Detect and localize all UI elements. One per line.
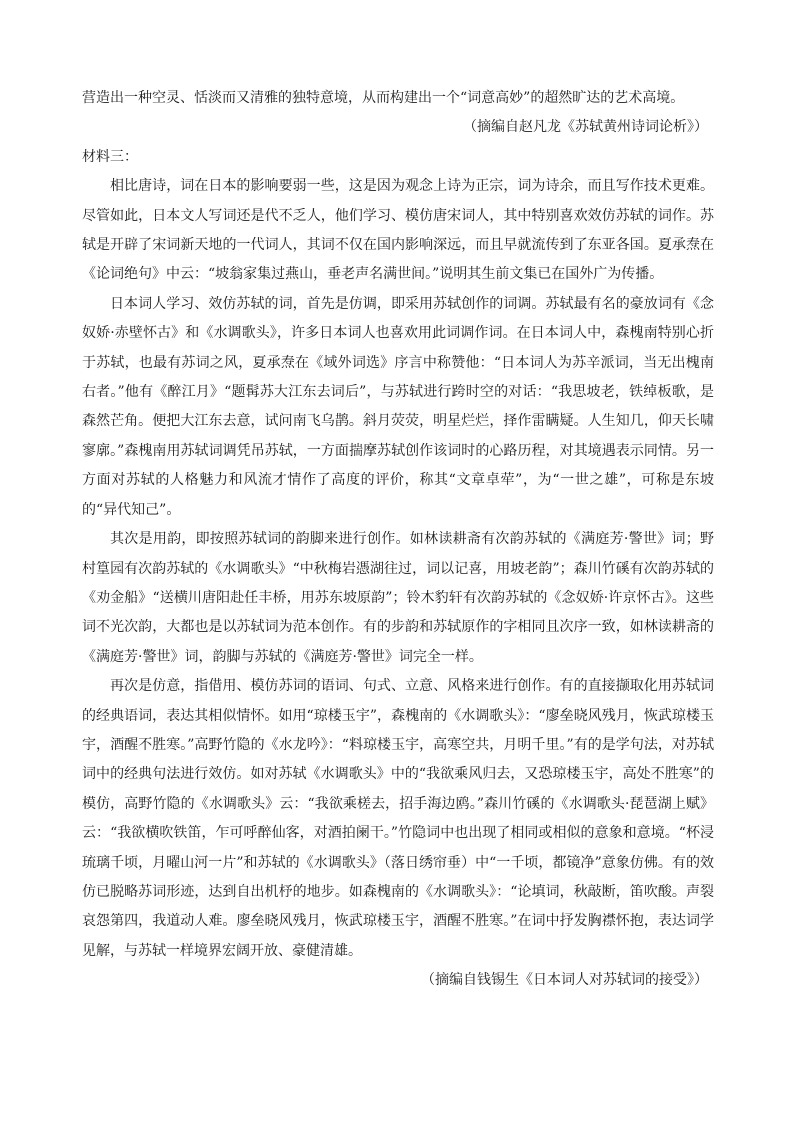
material-2-source-citation: （摘编自赵凡龙《苏轼黄州诗词论析》） (463, 119, 708, 136)
document-page (82, 84, 714, 996)
material-3-paragraph-3: 其次是用韵，即按照苏轼词的韵脚来进行创作。如林读耕斋有次韵苏轼的《满庭芳·警世》词；野村篁园有次韵苏轼的《水调歌头》“中秋梅岩憑湖往过，词以记喜，用坡老韵”；森川竹磎有次韵苏轼的《劝金船》“送横川唐阳赴任丰桥，用苏东坡原韵”；铃木豹轩有次韵苏轼的《念奴娇·许京怀古》。这些词不光次韵，大都也是以苏轼词为范本创作。有的步韵和苏轼原作的字相同且次序一致，如林读耕斋的《满庭芳·警世》词，韵脚与苏轼的《满庭芳·警世》词完全一样。 (82, 531, 714, 665)
material-2-closing-text: 营造出一种空灵、恬淡而又清雅的独特意境，从而构建出一个“词意高妙”的超然旷达的艺术高境。 (82, 90, 685, 106)
material-3-paragraph-2: 日本词人学习、效仿苏轼的词，首先是仿调，即采用苏轼创作的词调。苏轼最有名的豪放词有《念奴娇·赤壁怀古》和《水调歌头》，许多日本词人也喜欢用此词调作词。在日本词人中，森槐南特别心折于苏轼，也最有苏词之风，夏承焘在《域外词选》序言中称赞他：“日本词人为苏辛派词，当无出槐南右者。”他有《醉江月》“题髯苏大江东去词后”，与苏轼进行跨时空的对话：“我思坡老，铁绰板歌，是森然芒角。便把大江东去意，试问南飞乌鹊。斜月荧荧，明星烂烂，择作雷瞒疑。人生知几，仰天长啸寥廓。”森槐南用苏轼词调凭吊苏轼，一方面揣摩苏轼创作该词时的心路历程，对其境遇表示同情。另一方面对苏轼的人格魅力和风流才情作了高度的评价，称其“文章卓荦”，为“一世之雄”，可称是东坡的“异代知己”。 (82, 295, 714, 518)
material-3-heading: 材料三： (82, 148, 138, 165)
material-3-paragraph-1: 相比唐诗，词在日本的影响要弱一些，这是因为观念上诗为正宗，词为诗余，而且写作技术更难。尽管如此，日本文人写词还是代不乏人，他们学习、模仿唐宋词人，其中特别喜欢效仿苏轼的词作。苏轼是开辟了宋词新天地的一代词人，其词不仅在国内影响深远，而且早就流传到了东亚各国。夏承焘在《论词绝句》中云：“坡翁家集过燕山，垂老声名满世间。”说明其生前文集已在国外广为传播。 (82, 178, 714, 283)
material-3-paragraph-4: 再次是仿意，指借用、模仿苏词的语词、句式、立意、风格来进行创作。有的直接撷取化用苏轼词的经典语词，表达其相似情怀。如用“琼楼玉宇”，森槐南的《水调歌头》：“廖垒晓风残月，恢武琼楼玉宇，酒醒不胜寒。”高野竹隐的《水龙吟》：“料琼楼玉宇，高寒空共，月明千里。”有的是学句法，对苏轼词中的经典句法进行效仿。如对苏轼《水调歌头》中的“我欲乘风归去，又恐琼楼玉宇，高处不胜寒”的模仿，高野竹隐的《水调歌头》云：“我欲乘槎去，招手海边鸥。”森川竹磎的《水调歌头·琵琶湖上赋》云：“我欲横吹铁笛，乍可呼醉仙客，对酒拍阑干。”竹隐词中也出现了相同或相似的意象和意境。“杯浸琉璃千顷，月曜山河一片”和苏轼的《水调歌头》（落日绣帘垂）中“一千顷，都镜净”意象仿佛。有的效仿已脱略苏词形迹，达到自出机杼的地步。如森槐南的《水调歌头》：“论填词，秋敲断，笛吹酸。声裂哀怨第四，我道动人难。廖垒晓风残月，恢武琼楼玉宇，酒醒不胜寒。”在词中抒发胸襟怀抱，表达词学见解，与苏轼一样境界宏阔开放、豪健清雄。 (82, 678, 714, 959)
material-3-source-citation: （摘编自钱锡生《日本词人对苏轼词的接受》） (421, 972, 708, 989)
